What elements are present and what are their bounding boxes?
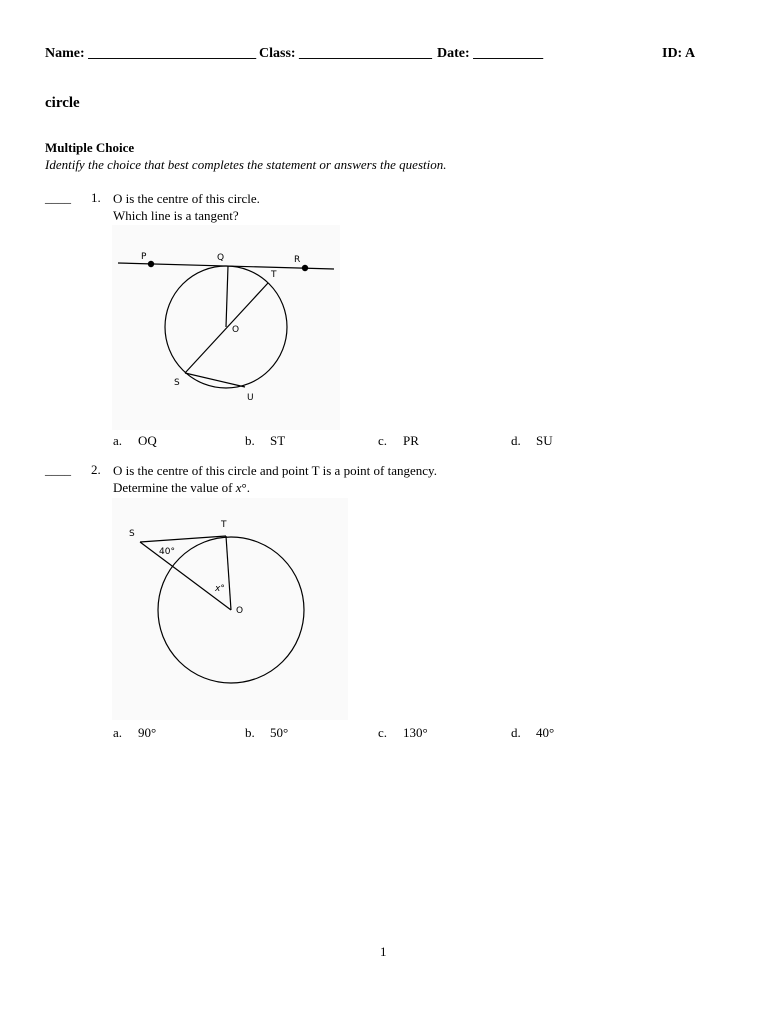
choice-2b: b. 50°: [245, 725, 289, 740]
choice-2d: d. 40°: [511, 725, 555, 740]
label-u: U: [247, 393, 254, 403]
label-p: P: [141, 252, 147, 262]
angle-label-x: x°: [215, 584, 225, 594]
question-1-line-1: O is the centre of this circle.: [113, 191, 260, 206]
choice-1b: b. ST: [245, 433, 286, 448]
label-o: O: [232, 325, 240, 335]
question-1-line-2: Which line is a tangent?: [113, 208, 239, 223]
figure-tangent-angle: [112, 498, 348, 720]
label-r: R: [294, 255, 301, 265]
document-title: circle: [45, 95, 80, 111]
header-row: [45, 46, 700, 66]
tangent-angle-diagram: [112, 498, 348, 720]
point-r: [302, 265, 308, 271]
choice-1c: c. PR: [378, 433, 419, 448]
question-2-line-2: Determine the value of x°.: [113, 480, 250, 495]
radius-to: [226, 536, 231, 610]
section-instructions: Identify the choice that best completes the statement or answers the question.: [45, 157, 447, 172]
radius-oq: [226, 266, 228, 327]
point-p: [148, 261, 154, 267]
question-text-2: [113, 462, 437, 496]
choice-1a: a. OQ: [113, 433, 157, 448]
question-2-line-1: O is the centre of this circle and point T is a point of tangency.: [113, 463, 437, 478]
figure-tangent-circle: [112, 225, 340, 430]
choice-2c: c. 130°: [378, 725, 428, 740]
question-number-1: 1.: [91, 190, 101, 205]
label-o: O: [236, 606, 244, 616]
id-label: ID: A: [662, 46, 696, 61]
choice-2a: a. 90°: [113, 725, 157, 740]
page-number: 1: [380, 944, 387, 959]
tangent-circle-diagram: [112, 225, 340, 430]
section-title: Multiple Choice: [45, 140, 135, 155]
label-s: S: [174, 378, 180, 388]
label-t: T: [221, 520, 227, 530]
question-number-2: 2.: [91, 462, 101, 477]
question-text-1: [113, 190, 260, 224]
answer-blank-2: ____: [45, 462, 71, 477]
answer-blank-1: ____: [45, 190, 71, 205]
name-field-label: Name: ________________________: [45, 46, 257, 61]
label-t: T: [271, 270, 277, 280]
label-s: S: [129, 529, 135, 539]
choice-1d: d. SU: [511, 433, 553, 448]
date-field-label: Date: __________: [437, 46, 544, 61]
angle-label-40: 40°: [159, 547, 175, 557]
class-field-label: Class: ___________________: [259, 46, 433, 61]
chord-su: [185, 373, 245, 387]
label-q: Q: [217, 253, 225, 263]
